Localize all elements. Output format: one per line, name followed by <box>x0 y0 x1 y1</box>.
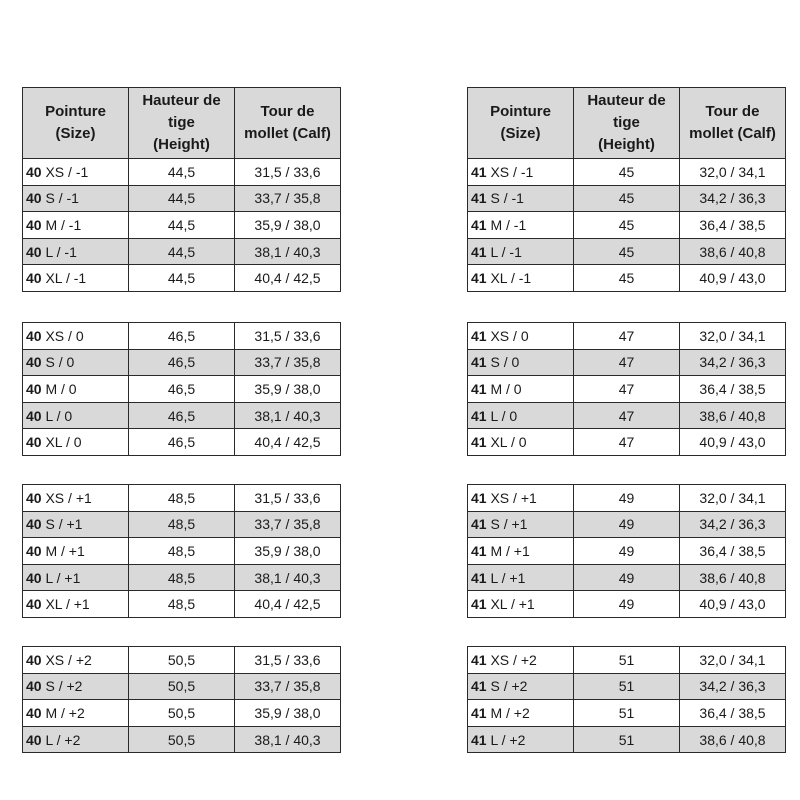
size-cell <box>468 726 574 753</box>
table-row <box>468 185 786 212</box>
size-table-41-minus1 <box>467 87 786 292</box>
boot-size: XS / -1 <box>490 163 534 180</box>
size-cell <box>468 591 574 618</box>
calf-cell: 36,4 / 38,5 <box>680 538 786 565</box>
size-cell <box>468 402 574 429</box>
table-row <box>468 238 786 265</box>
shoe-size: 41 <box>471 380 487 397</box>
shoe-size: 40 <box>26 678 42 695</box>
size-cell <box>23 185 129 212</box>
calf-cell: 32,0 / 34,1 <box>680 485 786 512</box>
height-cell: 50,5 <box>129 700 235 727</box>
boot-size: S / +2 <box>490 678 528 695</box>
table-row <box>23 323 341 350</box>
size-cell <box>23 726 129 753</box>
table-header-row <box>23 88 341 159</box>
boot-size: L / 0 <box>490 407 518 424</box>
calf-cell: 38,6 / 40,8 <box>680 402 786 429</box>
table-row <box>23 591 341 618</box>
calf-cell: 40,4 / 42,5 <box>235 265 341 292</box>
header-calf: Tour de mollet (Calf) <box>680 88 786 159</box>
size-cell <box>468 323 574 350</box>
table-row <box>468 538 786 565</box>
boot-size: L / +2 <box>490 731 526 748</box>
calf-cell: 34,2 / 36,3 <box>680 349 786 376</box>
calf-cell: 38,1 / 40,3 <box>235 238 341 265</box>
calf-cell: 32,0 / 34,1 <box>680 323 786 350</box>
boot-size: M / 0 <box>45 380 77 397</box>
shoe-size: 40 <box>26 731 42 748</box>
table-body <box>23 485 341 618</box>
size-cell <box>23 673 129 700</box>
header-size: Pointure (Size) <box>468 88 574 159</box>
size-cell <box>468 538 574 565</box>
boot-size: XL / -1 <box>45 270 87 287</box>
boot-size: M / 0 <box>490 380 522 397</box>
height-cell: 46,5 <box>129 429 235 456</box>
shoe-size: 41 <box>471 354 487 371</box>
calf-cell: 38,6 / 40,8 <box>680 238 786 265</box>
calf-cell: 33,7 / 35,8 <box>235 511 341 538</box>
table-row <box>23 485 341 512</box>
boot-size: S / 0 <box>490 354 520 371</box>
boot-size: XL / 0 <box>490 434 527 451</box>
boot-size: L / +2 <box>45 731 81 748</box>
height-cell: 50,5 <box>129 647 235 674</box>
height-cell: 49 <box>574 485 680 512</box>
height-cell: 49 <box>574 564 680 591</box>
calf-cell: 40,4 / 42,5 <box>235 429 341 456</box>
height-cell: 48,5 <box>129 511 235 538</box>
size-cell <box>23 429 129 456</box>
size-cell <box>468 700 574 727</box>
table-row <box>23 349 341 376</box>
height-cell: 44,5 <box>129 159 235 186</box>
size-cell <box>23 159 129 186</box>
size-cell <box>468 238 574 265</box>
table-body <box>23 323 341 456</box>
shoe-size: 40 <box>26 270 42 287</box>
table-row <box>468 376 786 403</box>
calf-cell: 38,1 / 40,3 <box>235 564 341 591</box>
table-row <box>23 647 341 674</box>
header-size: Pointure (Size) <box>23 88 129 159</box>
table-row <box>23 265 341 292</box>
boot-size: M / +1 <box>45 542 85 559</box>
size-table-40-plus2 <box>22 646 341 753</box>
table-row <box>23 429 341 456</box>
table-row <box>468 323 786 350</box>
calf-cell: 40,9 / 43,0 <box>680 429 786 456</box>
header-calf: Tour de mollet (Calf) <box>235 88 341 159</box>
size-cell <box>23 238 129 265</box>
size-cell <box>23 485 129 512</box>
shoe-size: 40 <box>26 243 42 260</box>
shoe-size: 41 <box>471 243 487 260</box>
boot-size: S / 0 <box>45 354 75 371</box>
calf-cell: 40,9 / 43,0 <box>680 591 786 618</box>
shoe-size: 41 <box>471 596 487 613</box>
calf-cell: 34,2 / 36,3 <box>680 185 786 212</box>
boot-size: XS / +1 <box>45 489 92 506</box>
height-cell: 45 <box>574 238 680 265</box>
boot-size: L / 0 <box>45 407 73 424</box>
size-cell <box>23 376 129 403</box>
boot-size: S / +2 <box>45 678 83 695</box>
size-table-40-zero <box>22 322 341 456</box>
height-cell: 48,5 <box>129 485 235 512</box>
table-row <box>23 212 341 239</box>
calf-cell: 35,9 / 38,0 <box>235 700 341 727</box>
shoe-size: 41 <box>471 489 487 506</box>
boot-size: M / +2 <box>45 704 85 721</box>
height-cell: 45 <box>574 159 680 186</box>
size-cell <box>468 212 574 239</box>
size-cell <box>468 647 574 674</box>
calf-cell: 38,6 / 40,8 <box>680 726 786 753</box>
boot-size: XS / +2 <box>45 651 92 668</box>
height-cell: 44,5 <box>129 265 235 292</box>
size-cell <box>468 349 574 376</box>
height-cell: 47 <box>574 349 680 376</box>
table-row <box>468 349 786 376</box>
boot-size: S / -1 <box>490 190 524 207</box>
shoe-size: 40 <box>26 327 42 344</box>
size-cell <box>468 485 574 512</box>
size-table-40-plus1 <box>22 484 341 618</box>
table-row <box>23 238 341 265</box>
boot-size: XS / -1 <box>45 163 89 180</box>
boot-size: M / -1 <box>490 216 527 233</box>
height-cell: 45 <box>574 185 680 212</box>
shoe-size: 40 <box>26 216 42 233</box>
height-cell: 48,5 <box>129 538 235 565</box>
shoe-size: 40 <box>26 704 42 721</box>
size-cell <box>23 323 129 350</box>
height-cell: 47 <box>574 323 680 350</box>
height-cell: 46,5 <box>129 323 235 350</box>
height-cell: 51 <box>574 726 680 753</box>
shoe-size: 40 <box>26 542 42 559</box>
boot-size: L / +1 <box>45 569 81 586</box>
size-cell <box>23 700 129 727</box>
calf-cell: 38,1 / 40,3 <box>235 726 341 753</box>
size-table-41-zero <box>467 322 786 456</box>
height-cell: 44,5 <box>129 212 235 239</box>
size-cell <box>23 212 129 239</box>
shoe-size: 41 <box>471 327 487 344</box>
table-row <box>468 159 786 186</box>
shoe-size: 41 <box>471 270 487 287</box>
calf-cell: 35,9 / 38,0 <box>235 538 341 565</box>
boot-size: M / +2 <box>490 704 530 721</box>
shoe-size: 41 <box>471 516 487 533</box>
table-row <box>23 402 341 429</box>
size-cell <box>23 647 129 674</box>
size-cell <box>468 673 574 700</box>
height-cell: 44,5 <box>129 185 235 212</box>
height-cell: 45 <box>574 212 680 239</box>
size-cell <box>23 591 129 618</box>
calf-cell: 38,1 / 40,3 <box>235 402 341 429</box>
table-row <box>468 511 786 538</box>
boot-size: S / +1 <box>490 516 528 533</box>
height-cell: 45 <box>574 265 680 292</box>
size-table-41-plus2 <box>467 646 786 753</box>
shoe-size: 40 <box>26 489 42 506</box>
table-row <box>23 726 341 753</box>
height-cell: 51 <box>574 700 680 727</box>
boot-size: M / +1 <box>490 542 530 559</box>
calf-cell: 33,7 / 35,8 <box>235 673 341 700</box>
table-body <box>468 323 786 456</box>
calf-cell: 36,4 / 38,5 <box>680 376 786 403</box>
size-cell <box>23 511 129 538</box>
boot-size: XS / +2 <box>490 651 537 668</box>
size-cell <box>23 564 129 591</box>
calf-cell: 36,4 / 38,5 <box>680 700 786 727</box>
table-row <box>468 726 786 753</box>
height-cell: 49 <box>574 591 680 618</box>
table-row <box>23 564 341 591</box>
boot-size: S / +1 <box>45 516 83 533</box>
size-cell <box>468 511 574 538</box>
size-cell <box>468 429 574 456</box>
height-cell: 46,5 <box>129 376 235 403</box>
height-cell: 50,5 <box>129 673 235 700</box>
shoe-size: 40 <box>26 354 42 371</box>
calf-cell: 33,7 / 35,8 <box>235 349 341 376</box>
boot-size: XS / +1 <box>490 489 537 506</box>
header-height: Hauteur de tige (Height) <box>129 88 235 159</box>
calf-cell: 31,5 / 33,6 <box>235 159 341 186</box>
shoe-size: 40 <box>26 651 42 668</box>
shoe-size: 40 <box>26 569 42 586</box>
shoe-size: 41 <box>471 216 487 233</box>
table-row <box>468 402 786 429</box>
table-row <box>23 376 341 403</box>
size-cell <box>468 265 574 292</box>
shoe-size: 41 <box>471 731 487 748</box>
calf-cell: 40,4 / 42,5 <box>235 591 341 618</box>
height-cell: 48,5 <box>129 564 235 591</box>
calf-cell: 36,4 / 38,5 <box>680 212 786 239</box>
calf-cell: 34,2 / 36,3 <box>680 511 786 538</box>
shoe-size: 40 <box>26 380 42 397</box>
shoe-size: 41 <box>471 651 487 668</box>
calf-cell: 40,9 / 43,0 <box>680 265 786 292</box>
boot-size: XS / 0 <box>45 327 84 344</box>
calf-cell: 35,9 / 38,0 <box>235 376 341 403</box>
calf-cell: 31,5 / 33,6 <box>235 647 341 674</box>
table-row <box>468 700 786 727</box>
size-table-41-plus1 <box>467 484 786 618</box>
size-cell <box>468 185 574 212</box>
height-cell: 49 <box>574 538 680 565</box>
table-row <box>468 564 786 591</box>
calf-cell: 35,9 / 38,0 <box>235 212 341 239</box>
height-cell: 48,5 <box>129 591 235 618</box>
height-cell: 46,5 <box>129 349 235 376</box>
shoe-size: 41 <box>471 407 487 424</box>
size-cell <box>23 265 129 292</box>
size-cell <box>468 564 574 591</box>
shoe-size: 41 <box>471 434 487 451</box>
shoe-size: 40 <box>26 407 42 424</box>
height-cell: 47 <box>574 376 680 403</box>
calf-cell: 33,7 / 35,8 <box>235 185 341 212</box>
table-row <box>468 647 786 674</box>
calf-cell: 34,2 / 36,3 <box>680 673 786 700</box>
calf-cell: 31,5 / 33,6 <box>235 485 341 512</box>
boot-size: S / -1 <box>45 190 79 207</box>
shoe-size: 41 <box>471 569 487 586</box>
boot-size: M / -1 <box>45 216 82 233</box>
shoe-size: 41 <box>471 163 487 180</box>
table-row <box>23 511 341 538</box>
shoe-size: 40 <box>26 596 42 613</box>
height-cell: 44,5 <box>129 238 235 265</box>
size-cell <box>468 159 574 186</box>
size-cell <box>23 349 129 376</box>
height-cell: 47 <box>574 402 680 429</box>
table-header-row <box>468 88 786 159</box>
shoe-size: 41 <box>471 678 487 695</box>
height-cell: 50,5 <box>129 726 235 753</box>
table-row <box>468 265 786 292</box>
shoe-size: 41 <box>471 190 487 207</box>
boot-size: XL / 0 <box>45 434 82 451</box>
calf-cell: 32,0 / 34,1 <box>680 647 786 674</box>
table-row <box>23 159 341 186</box>
shoe-size: 40 <box>26 434 42 451</box>
boot-size: L / -1 <box>45 243 77 260</box>
boot-size: L / +1 <box>490 569 526 586</box>
table-body <box>23 647 341 753</box>
calf-cell: 32,0 / 34,1 <box>680 159 786 186</box>
height-cell: 51 <box>574 673 680 700</box>
shoe-size: 41 <box>471 542 487 559</box>
table-body <box>468 159 786 292</box>
shoe-size: 40 <box>26 516 42 533</box>
boot-size: XS / 0 <box>490 327 529 344</box>
table-body <box>468 485 786 618</box>
table-row <box>23 538 341 565</box>
boot-size: L / -1 <box>490 243 522 260</box>
boot-size: XL / -1 <box>490 270 532 287</box>
table-row <box>468 673 786 700</box>
table-row <box>23 673 341 700</box>
height-cell: 46,5 <box>129 402 235 429</box>
table-row <box>468 591 786 618</box>
boot-size: XL / +1 <box>45 596 90 613</box>
size-cell <box>468 376 574 403</box>
table-row <box>468 485 786 512</box>
shoe-size: 40 <box>26 163 42 180</box>
table-body <box>468 647 786 753</box>
calf-cell: 38,6 / 40,8 <box>680 564 786 591</box>
size-cell <box>23 402 129 429</box>
height-cell: 51 <box>574 647 680 674</box>
table-row <box>468 429 786 456</box>
table-row <box>23 185 341 212</box>
table-row <box>468 212 786 239</box>
height-cell: 47 <box>574 429 680 456</box>
table-row <box>23 700 341 727</box>
shoe-size: 41 <box>471 704 487 721</box>
boot-size: XL / +1 <box>490 596 535 613</box>
shoe-size: 40 <box>26 190 42 207</box>
size-cell <box>23 538 129 565</box>
size-table-40-minus1 <box>22 87 341 292</box>
table-body <box>23 159 341 292</box>
calf-cell: 31,5 / 33,6 <box>235 323 341 350</box>
header-height: Hauteur de tige (Height) <box>574 88 680 159</box>
height-cell: 49 <box>574 511 680 538</box>
